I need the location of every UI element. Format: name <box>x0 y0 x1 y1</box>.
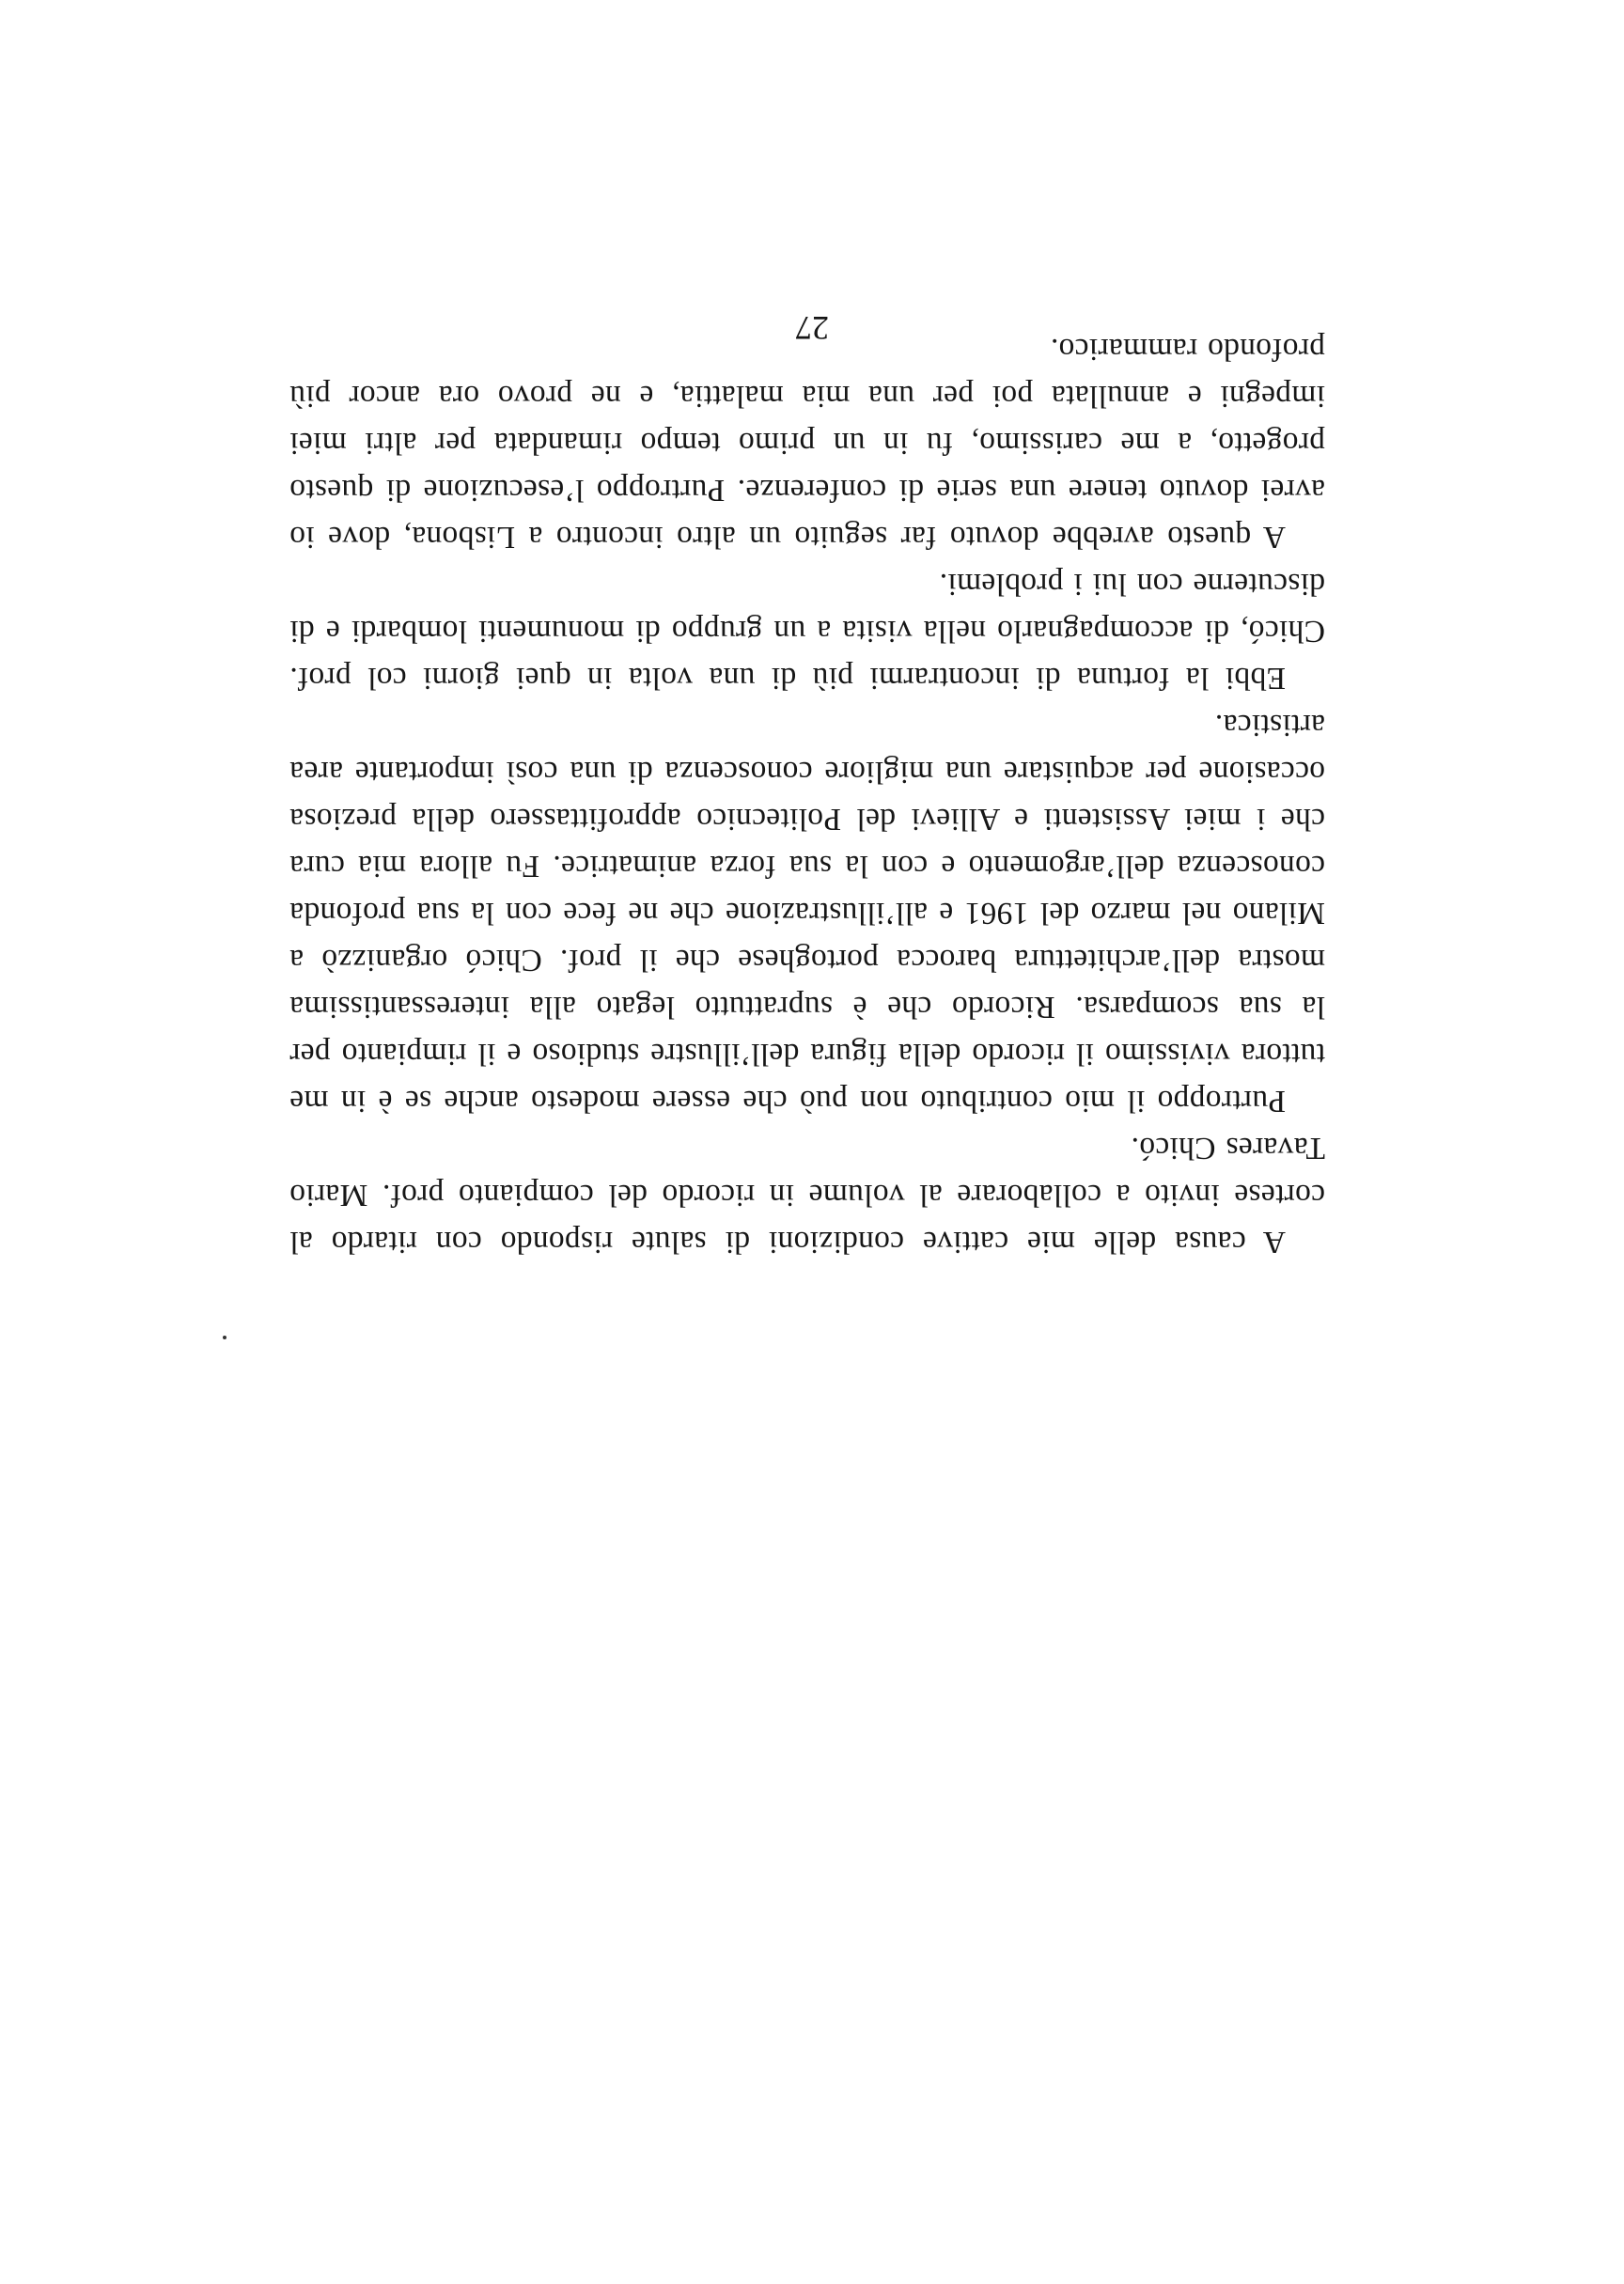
page-number: 27 <box>795 309 829 347</box>
paragraph-1: A causa delle mie cattive condizioni di salute rispondo con ritardo al cortese invito a collaborare al volume in ricordo del compianto prof. Mario Tavares Chicó. <box>289 1131 1325 1259</box>
body-text <box>289 325 1325 1265</box>
scan-speck <box>223 1336 226 1339</box>
paragraph-2: Purtroppo il mio contributo non può che essere modesto anche se è in me tuttora vivissimo il ricordo della figura dell’illustre studioso e il rimpianto per la sua scomparsa. Ricordo che è suprattutto legato alla interessantissima mostra dell’architettura barocca portoghese che il prof. Chicó organizzò a Milano nel marzo del 1961 e all’illustrazione che ne fece con la sua profonda conoscenza dell’argomento e con la sua forza animatrice. Fu allora mia cura che i miei Assistenti e Allievi del Politecnico approfittassero della preziosa occasione per acquistare una migliore conoscenza di una così importante area artistica. <box>289 708 1325 1119</box>
paragraph-3: Ebbi la fortuna di incontrarmi più di una volta in quei giorni col prof. Chicó, di accompagnarlo nella visita a un gruppo di monumenti lombardi e di discuterne con lui i problemi. <box>289 567 1325 696</box>
paragraph-4: A questo avrebbe dovuto far seguito un altro incontro a Lisbona, dove io avrei dovuto tenere una serie di conferenze. Purtroppo l’esecuzione di questo progetto, a me carissimo, fu in un primo tempo rimandata per altri miei impegni e annullata poi per una mia malattia, e ne provo ora ancor più profondo rammarico. <box>289 332 1325 555</box>
